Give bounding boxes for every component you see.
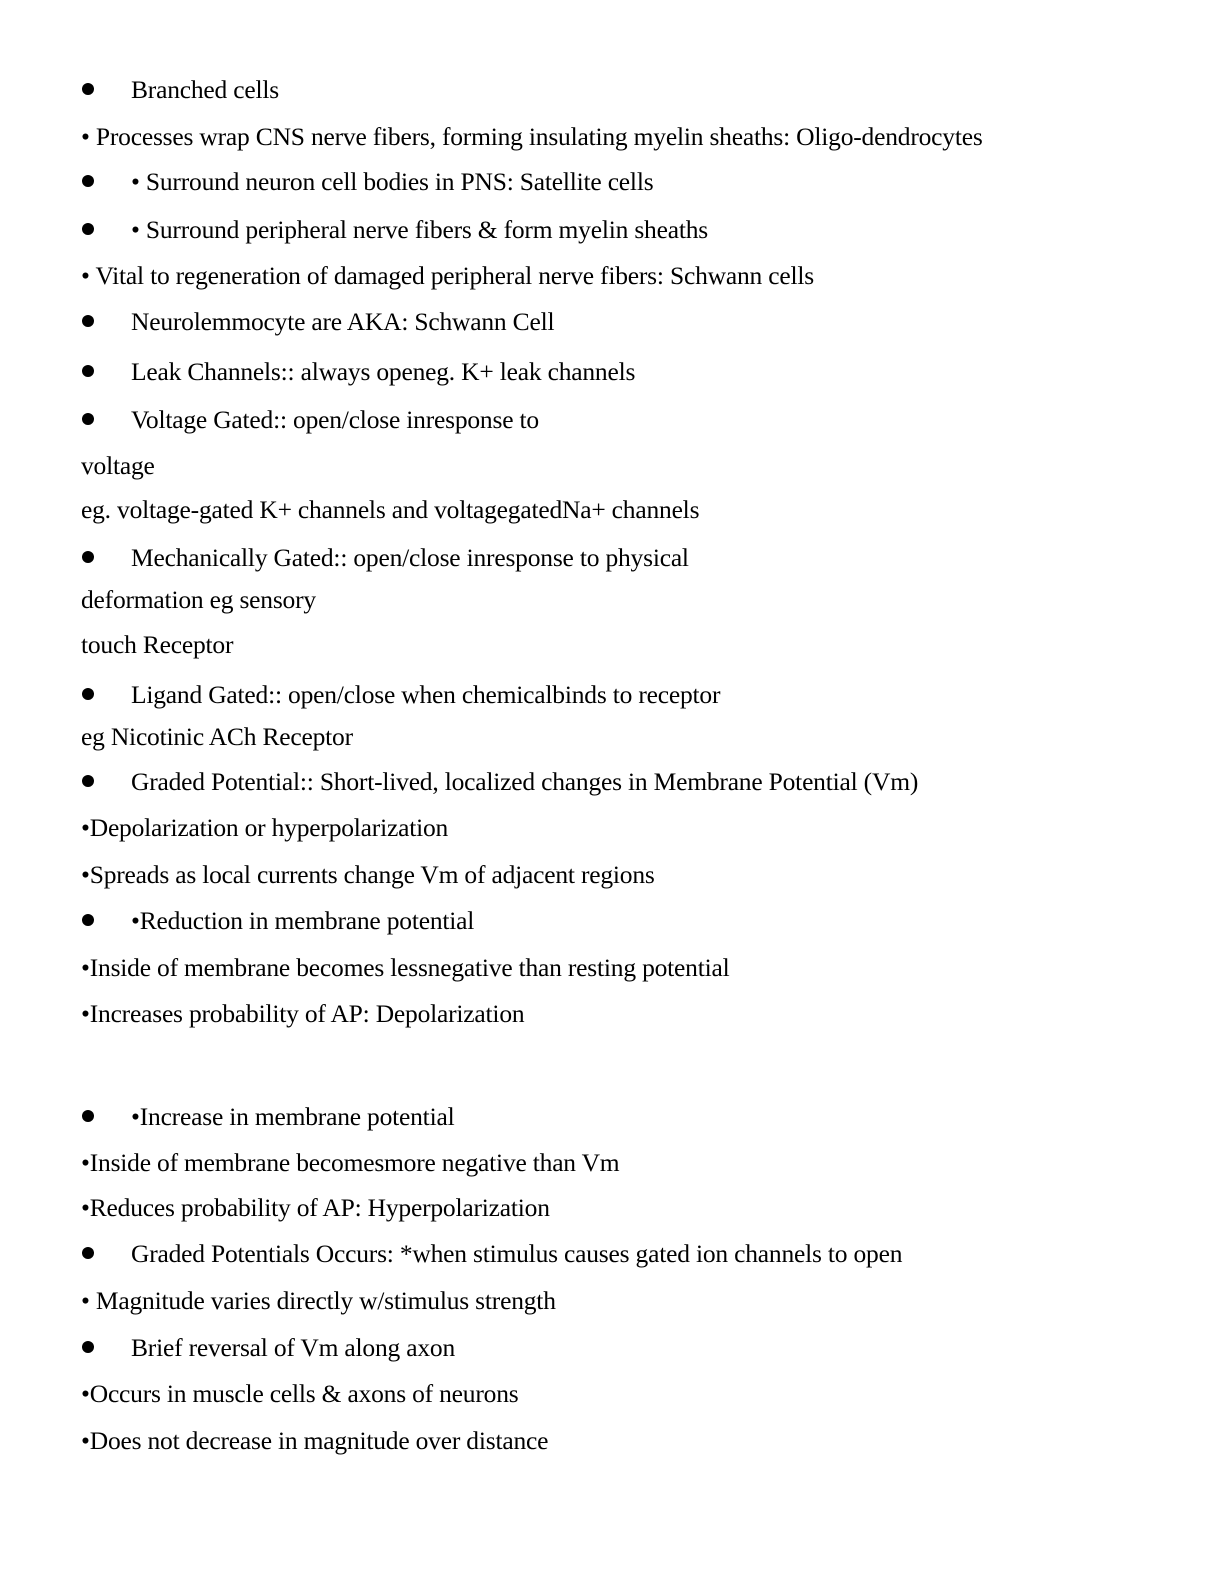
list-item-text: • Magnitude varies directly w/stimulus strength (81, 1286, 556, 1315)
bullet-icon (82, 83, 94, 95)
list-item-text: • Processes wrap CNS nerve fibers, forming insulating myelin sheaths: Oligo-dendrocytes (81, 122, 983, 151)
list-item-text: •Occurs in muscle cells & axons of neurons (81, 1379, 519, 1408)
list-item-text: •Depolarization or hyperpolarization (81, 813, 449, 842)
list-item-text: Voltage Gated:: open/close inresponse to (131, 405, 539, 434)
list-item-text: • Surround peripheral nerve fibers & form myelin sheaths (131, 215, 708, 244)
list-item-text: •Spreads as local currents change Vm of adjacent regions (81, 860, 655, 889)
list-item-text: eg Nicotinic ACh Receptor (81, 722, 353, 751)
list-item-text: deformation eg sensory (81, 585, 316, 614)
bullet-icon (82, 1247, 94, 1259)
list-item-text: •Inside of membrane becomesmore negative than Vm (81, 1148, 620, 1177)
list-item-text: eg. voltage-gated K+ channels and voltagegatedNa+ channels (81, 495, 700, 524)
list-item-text: •Reduces probability of AP: Hyperpolarization (81, 1193, 550, 1222)
list-item-text: Leak Channels:: always openeg. K+ leak channels (131, 357, 636, 386)
list-item-text: Brief reversal of Vm along axon (131, 1333, 456, 1362)
list-item-text: •Inside of membrane becomes lessnegative than resting potential (81, 953, 730, 982)
list-item-text: •Reduction in membrane potential (131, 906, 475, 935)
bullet-icon (82, 1341, 94, 1353)
list-item-text: Branched cells (131, 75, 280, 104)
bullet-icon (82, 223, 94, 235)
list-item-text: • Vital to regeneration of damaged peripheral nerve fibers: Schwann cells (81, 261, 814, 290)
list-item-text: Ligand Gated:: open/close when chemicalbinds to receptor (131, 680, 721, 709)
list-item-text: touch Receptor (81, 630, 234, 659)
list-item-text: Neurolemmocyte are AKA: Schwann Cell (131, 307, 555, 336)
bullet-icon (82, 1110, 94, 1122)
list-item-text: Graded Potential:: Short-lived, localized changes in Membrane Potential (Vm) (131, 767, 919, 796)
list-item-text: Graded Potentials Occurs: *when stimulus causes gated ion channels to open (131, 1239, 903, 1268)
list-item-text: voltage (81, 451, 155, 480)
bullet-icon (82, 914, 94, 926)
list-item-text: • Surround neuron cell bodies in PNS: Satellite cells (131, 167, 654, 196)
bullet-icon (82, 551, 94, 563)
list-item-text: •Increases probability of AP: Depolarization (81, 999, 525, 1028)
list-item-text: Mechanically Gated:: open/close inresponse to physical (131, 543, 689, 572)
list-item-text: •Increase in membrane potential (131, 1102, 455, 1131)
bullet-icon (82, 315, 94, 327)
bullet-icon (82, 175, 94, 187)
bullet-icon (82, 688, 94, 700)
bullet-icon (82, 413, 94, 425)
bullet-icon (82, 775, 94, 787)
list-item-text: •Does not decrease in magnitude over distance (81, 1426, 549, 1455)
bullet-icon (82, 365, 94, 377)
